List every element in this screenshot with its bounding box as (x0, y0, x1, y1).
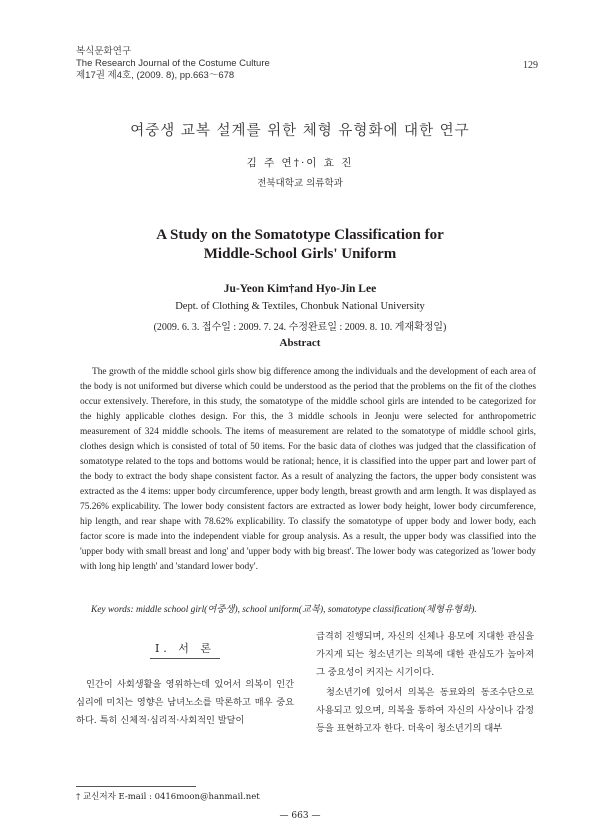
section-heading: Ⅰ. 서 론 (154, 642, 216, 655)
english-title (0, 226, 600, 264)
column-right-paragraph-2: 청소년기에 있어서 의복은 동료와의 동조수단으로 사용되고 있으며, 의복을 통하여 자신의 사상이나 감정 등을 표현하고자 한다. 더욱이 청소년기의 대부 (316, 687, 534, 734)
keywords: Key words: middle school girl(여중생), school uniform(교복), somatotype classification(체형유형화). (91, 605, 477, 615)
footnote-rule (76, 786, 196, 787)
column-left-text: 인간이 사회생활을 영위하는데 있어서 의복이 인간 심리에 미치는 영향은 남녀노소를 막론하고 매우 중요하다. 특히 신체적·심리적·사회적인 발달이 (76, 679, 294, 726)
journal-name-english: The Research Journal of the Costume Culture (76, 58, 270, 69)
korean-title: 여중생 교복 설계를 위한 체형 유형화에 대한 연구 (130, 123, 470, 139)
korean-affiliation: 전북대학교 의류학과 (257, 178, 343, 189)
footnote: † 교신저자 E-mail : 0416moon@hanmail.net (76, 792, 260, 802)
volume-info: 제17권 제4호, (2009. 8), pp.663～678 (76, 70, 235, 81)
abstract-body: The growth of the middle school girls show big difference among the individuals and the development of each area of the body is not uniformed but diverse which could be understood as the period that the problems on the fit of the clothes occur extensively. Therefore, in this study, the somatotype of the middle school girls are intended to be categorized for the highly applicable clothes design. For this, the 3 middle schools in Jeonju were selected for anthropometric measurement of 324 middle schools. The items of measurement are related to the somatotype of middle school girls, clothes design which is consisted of total of 50 items. For the basic data of clothes was judged that the classification of somatotype related to the tops and bottoms would be rational; hence, it is classified into the upper part and lower part of the body to extract the body shape consistent factor. As a result of analyzing the factors, the upper body consistent was extracted as the 4 items: upper body circumference, upper body length, breast growth and arm length. It was displayed as 75.26% explicability. The lower body consistent factors are extracted as lower body height, lower body circumference, hip length, and rear shape with 78.62% explicability. To classify the somatotype of upper body and lower body, each factor score is made into the independent viable for group analysis. As a result, the upper body was classified into the 'upper body with small breast and long' and 'upper body with big breast'. The lower body was categorized as 'lower body with long hip length' and 'standard lower body'. (80, 367, 536, 572)
page-footer: — 663 — (279, 811, 321, 821)
english-affiliation: Dept. of Clothing & Textiles, Chonbuk National University (175, 301, 425, 312)
column-right (316, 628, 534, 738)
english-title-line1: A Study on the Somatotype Classification for (156, 227, 444, 243)
section-underline (150, 658, 220, 659)
journal-name-korean: 복식문화연구 (76, 46, 132, 57)
korean-authors: 김 주 연†·이 효 진 (246, 157, 354, 169)
column-right-paragraph-1: 급격히 진행되며, 자신의 신체나 용모에 지대한 관심을 가지게 되는 청소년기는 의복에 대한 관심도가 높아져 그 중요성이 커지는 시기이다. (316, 631, 534, 678)
english-authors: Ju-Yeon Kim†and Hyo-Jin Lee (223, 283, 377, 295)
submission-dates: (2009. 6. 3. 접수일 : 2009. 7. 24. 수정완료일 : 2009. 8. 10. 게재확정일) (153, 322, 447, 333)
english-title-line2: Middle-School Girls' Uniform (203, 246, 397, 262)
page-number: 129 (523, 60, 538, 71)
abstract-heading: Abstract (279, 337, 321, 349)
